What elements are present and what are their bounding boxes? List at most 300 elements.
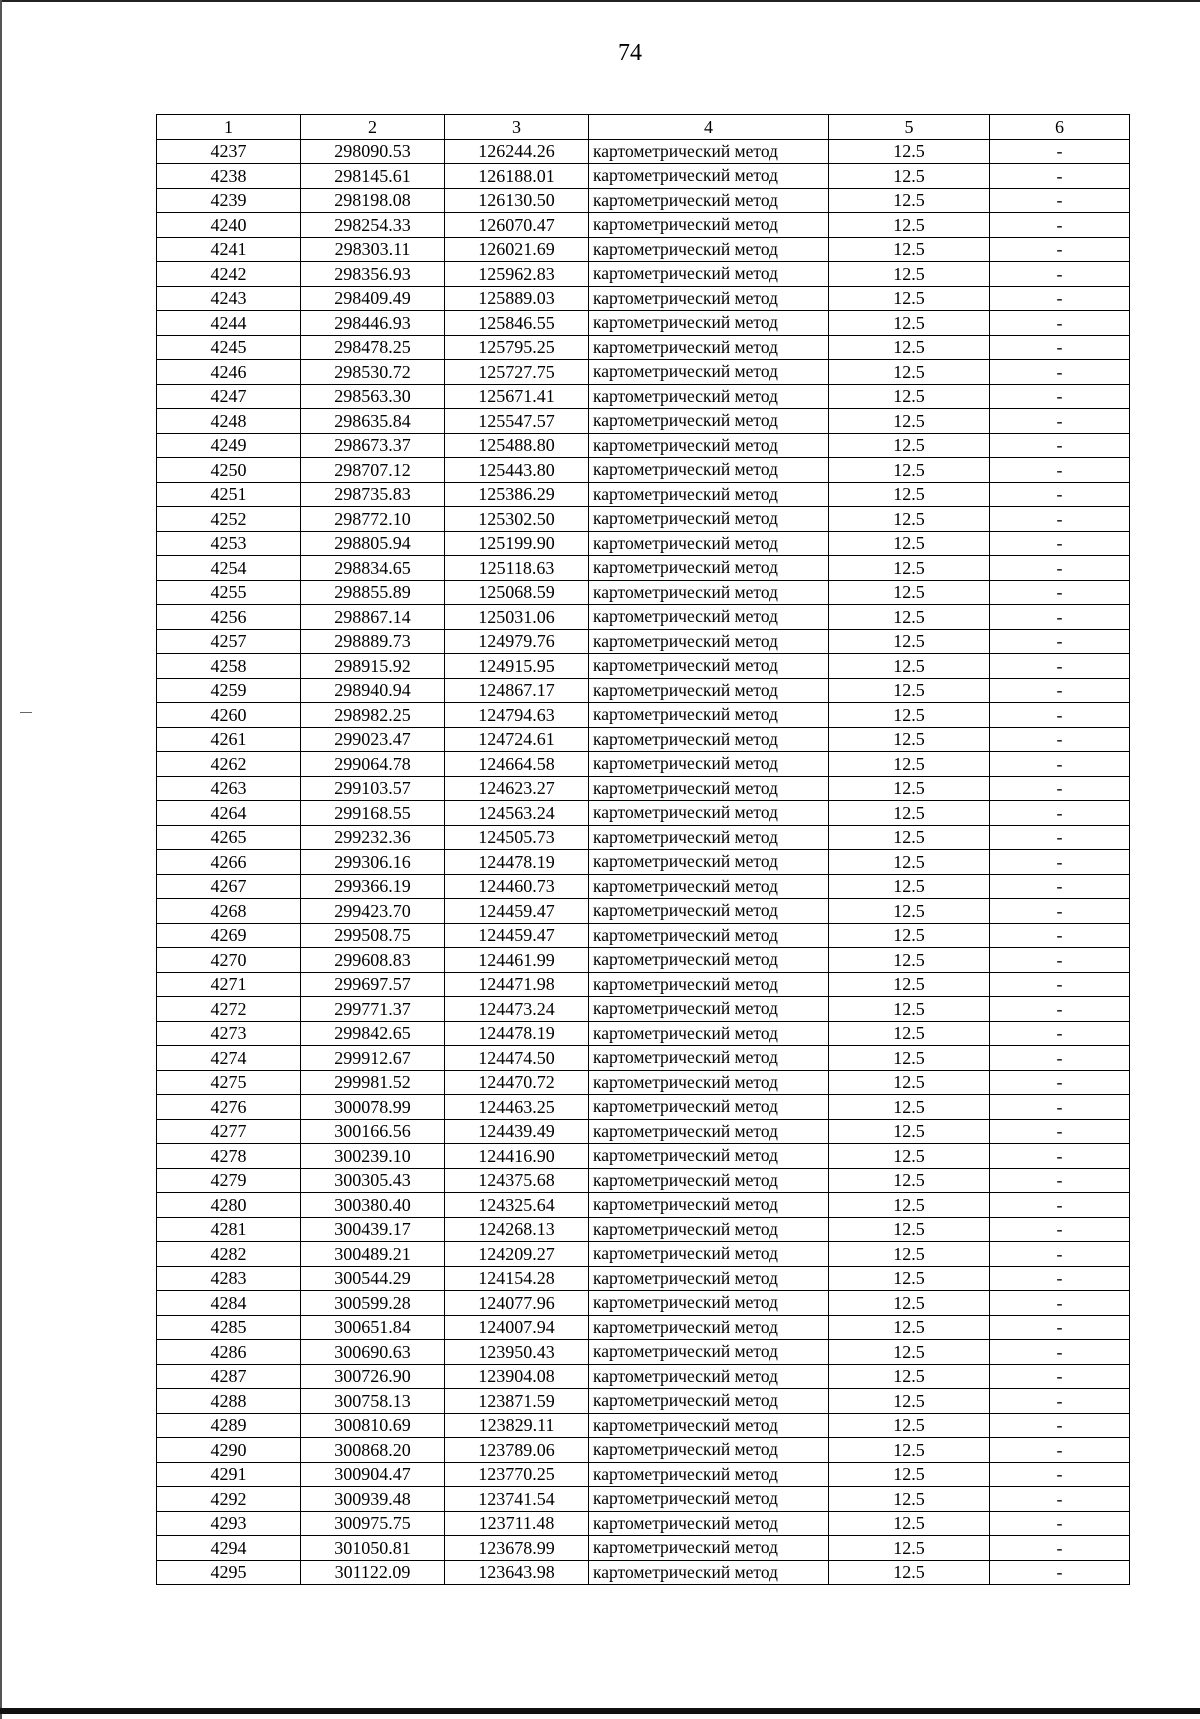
cell-coord-x: 298356.93 [301,262,445,287]
cell-point-number: 4270 [157,948,301,973]
cell-coord-x: 298478.25 [301,335,445,360]
cell-point-number: 4238 [157,164,301,189]
cell-accuracy: 12.5 [829,433,990,458]
cell-coord-y: 124470.72 [445,1070,589,1095]
cell-coord-x: 300599.28 [301,1291,445,1316]
cell-point-number: 4280 [157,1193,301,1218]
cell-coord-x: 299366.19 [301,874,445,899]
cell-coord-y: 125962.83 [445,262,589,287]
cell-method: картометрический метод [589,605,829,630]
cell-coord-y: 123770.25 [445,1462,589,1487]
cell-coord-y: 124325.64 [445,1193,589,1218]
table-row [157,580,1130,605]
cell-method: картометрический метод [589,262,829,287]
cell-point-number: 4291 [157,1462,301,1487]
cell-note: - [990,1487,1130,1512]
cell-point-number: 4259 [157,678,301,703]
cell-method: картометрический метод [589,139,829,164]
cell-coord-x: 298673.37 [301,433,445,458]
cell-coord-x: 300939.48 [301,1487,445,1512]
cell-point-number: 4262 [157,752,301,777]
cell-note: - [990,1340,1130,1365]
cell-coord-x: 298563.30 [301,384,445,409]
cell-method: картометрический метод [589,213,829,238]
cell-accuracy: 12.5 [829,1119,990,1144]
table-row [157,703,1130,728]
cell-coord-y: 124867.17 [445,678,589,703]
cell-accuracy: 12.5 [829,1217,990,1242]
cell-point-number: 4244 [157,311,301,336]
cell-accuracy: 12.5 [829,384,990,409]
cell-coord-y: 124724.61 [445,727,589,752]
cell-note: - [990,531,1130,556]
table-row [157,335,1130,360]
cell-point-number: 4245 [157,335,301,360]
table-row [157,433,1130,458]
cell-coord-x: 298145.61 [301,164,445,189]
cell-coord-y: 123643.98 [445,1560,589,1585]
cell-accuracy: 12.5 [829,850,990,875]
cell-coord-x: 298635.84 [301,409,445,434]
cell-coord-x: 299697.57 [301,972,445,997]
cell-point-number: 4239 [157,188,301,213]
cell-coord-x: 300651.84 [301,1315,445,1340]
cell-method: картометрический метод [589,1046,829,1071]
table-row [157,1119,1130,1144]
table-row [157,752,1130,777]
cell-accuracy: 12.5 [829,605,990,630]
cell-accuracy: 12.5 [829,1193,990,1218]
table-row [157,360,1130,385]
cell-coord-y: 123678.99 [445,1536,589,1561]
cell-note: - [990,384,1130,409]
table-row [157,997,1130,1022]
table-row [157,262,1130,287]
cell-coord-y: 126070.47 [445,213,589,238]
cell-point-number: 4274 [157,1046,301,1071]
cell-coord-y: 124505.73 [445,825,589,850]
table-row [157,1168,1130,1193]
table-row [157,139,1130,164]
cell-note: - [990,1242,1130,1267]
cell-method: картометрический метод [589,458,829,483]
cell-accuracy: 12.5 [829,703,990,728]
cell-coord-x: 298867.14 [301,605,445,630]
cell-point-number: 4257 [157,629,301,654]
cell-point-number: 4252 [157,507,301,532]
cell-method: картометрический метод [589,629,829,654]
cell-note: - [990,899,1130,924]
cell-coord-y: 124478.19 [445,1021,589,1046]
cell-note: - [990,311,1130,336]
cell-note: - [990,1193,1130,1218]
table-row [157,1511,1130,1536]
table-row [157,629,1130,654]
cell-coord-y: 124979.76 [445,629,589,654]
cell-accuracy: 12.5 [829,311,990,336]
table-row [157,311,1130,336]
cell-accuracy: 12.5 [829,360,990,385]
cell-coord-y: 125118.63 [445,556,589,581]
table-row [157,409,1130,434]
cell-accuracy: 12.5 [829,213,990,238]
cell-method: картометрический метод [589,997,829,1022]
table-row [157,874,1130,899]
cell-method: картометрический метод [589,1315,829,1340]
cell-point-number: 4240 [157,213,301,238]
cell-coord-x: 298707.12 [301,458,445,483]
cell-coord-y: 124268.13 [445,1217,589,1242]
header-cell-6: 6 [990,115,1130,140]
cell-coord-x: 301122.09 [301,1560,445,1585]
cell-note: - [990,335,1130,360]
cell-point-number: 4272 [157,997,301,1022]
cell-accuracy: 12.5 [829,1340,990,1365]
table-row [157,286,1130,311]
cell-accuracy: 12.5 [829,556,990,581]
cell-coord-y: 123789.06 [445,1438,589,1463]
table-row [157,678,1130,703]
cell-note: - [990,1511,1130,1536]
table-row [157,1266,1130,1291]
cell-point-number: 4290 [157,1438,301,1463]
cell-coord-y: 124563.24 [445,801,589,826]
cell-coord-x: 298889.73 [301,629,445,654]
cell-coord-y: 126244.26 [445,139,589,164]
cell-coord-x: 298805.94 [301,531,445,556]
cell-note: - [990,1119,1130,1144]
cell-point-number: 4282 [157,1242,301,1267]
cell-method: картометрический метод [589,1144,829,1169]
cell-note: - [990,1266,1130,1291]
cell-coord-y: 125727.75 [445,360,589,385]
cell-note: - [990,1095,1130,1120]
table-body [157,139,1130,1585]
cell-method: картометрический метод [589,1266,829,1291]
cell-accuracy: 12.5 [829,1438,990,1463]
cell-coord-x: 298090.53 [301,139,445,164]
cell-coord-y: 124664.58 [445,752,589,777]
cell-method: картометрический метод [589,286,829,311]
table-row [157,1487,1130,1512]
cell-point-number: 4283 [157,1266,301,1291]
cell-point-number: 4258 [157,654,301,679]
cell-note: - [990,213,1130,238]
cell-method: картометрический метод [589,654,829,679]
cell-method: картометрический метод [589,556,829,581]
cell-method: картометрический метод [589,972,829,997]
cell-coord-x: 298772.10 [301,507,445,532]
cell-point-number: 4249 [157,433,301,458]
cell-note: - [990,776,1130,801]
cell-point-number: 4260 [157,703,301,728]
cell-accuracy: 12.5 [829,335,990,360]
table-row [157,188,1130,213]
cell-note: - [990,237,1130,262]
cell-point-number: 4287 [157,1364,301,1389]
cell-coord-x: 298198.08 [301,188,445,213]
cell-note: - [990,1536,1130,1561]
cell-method: картометрический метод [589,507,829,532]
cell-method: картометрический метод [589,1095,829,1120]
cell-coord-y: 125302.50 [445,507,589,532]
cell-method: картометрический метод [589,311,829,336]
cell-coord-x: 300078.99 [301,1095,445,1120]
header-cell-3: 3 [445,115,589,140]
cell-coord-x: 299064.78 [301,752,445,777]
cell-method: картометрический метод [589,801,829,826]
cell-coord-x: 301050.81 [301,1536,445,1561]
cell-coord-x: 299103.57 [301,776,445,801]
cell-note: - [990,923,1130,948]
cell-note: - [990,262,1130,287]
cell-method: картометрический метод [589,482,829,507]
cell-accuracy: 12.5 [829,874,990,899]
cell-coord-y: 124915.95 [445,654,589,679]
cell-method: картометрический метод [589,1364,829,1389]
cell-note: - [990,360,1130,385]
cell-accuracy: 12.5 [829,1242,990,1267]
cell-accuracy: 12.5 [829,997,990,1022]
cell-method: картометрический метод [589,433,829,458]
table-row [157,164,1130,189]
table-row [157,507,1130,532]
table-row [157,384,1130,409]
cell-point-number: 4286 [157,1340,301,1365]
cell-accuracy: 12.5 [829,1389,990,1414]
table-row [157,825,1130,850]
cell-method: картометрический метод [589,825,829,850]
cell-note: - [990,1046,1130,1071]
cell-accuracy: 12.5 [829,1487,990,1512]
table-row [157,923,1130,948]
cell-accuracy: 12.5 [829,1536,990,1561]
table-row [157,654,1130,679]
cell-coord-y: 124474.50 [445,1046,589,1071]
table-row [157,1193,1130,1218]
cell-accuracy: 12.5 [829,1462,990,1487]
cell-coord-x: 299981.52 [301,1070,445,1095]
cell-method: картометрический метод [589,1021,829,1046]
cell-accuracy: 12.5 [829,1291,990,1316]
table-row [157,458,1130,483]
scan-edge-top [0,0,1200,2]
table-row [157,1340,1130,1365]
cell-coord-y: 123950.43 [445,1340,589,1365]
cell-coord-y: 124209.27 [445,1242,589,1267]
cell-accuracy: 12.5 [829,164,990,189]
cell-accuracy: 12.5 [829,1266,990,1291]
cell-coord-y: 125031.06 [445,605,589,630]
cell-coord-y: 124416.90 [445,1144,589,1169]
table-row [157,1070,1130,1095]
cell-point-number: 4251 [157,482,301,507]
cell-method: картометрический метод [589,1242,829,1267]
cell-accuracy: 12.5 [829,972,990,997]
cell-accuracy: 12.5 [829,139,990,164]
cell-coord-x: 298915.92 [301,654,445,679]
cell-coord-y: 126130.50 [445,188,589,213]
cell-note: - [990,188,1130,213]
cell-coord-y: 124077.96 [445,1291,589,1316]
cell-coord-x: 298855.89 [301,580,445,605]
cell-coord-y: 124473.24 [445,997,589,1022]
cell-point-number: 4267 [157,874,301,899]
cell-method: картометрический метод [589,409,829,434]
cell-note: - [990,458,1130,483]
cell-note: - [990,752,1130,777]
cell-accuracy: 12.5 [829,1315,990,1340]
cell-coord-y: 123829.11 [445,1413,589,1438]
table-row [157,948,1130,973]
cell-point-number: 4281 [157,1217,301,1242]
table-row [157,1389,1130,1414]
cell-method: картометрический метод [589,776,829,801]
cell-accuracy: 12.5 [829,1560,990,1585]
cell-note: - [990,482,1130,507]
cell-note: - [990,1144,1130,1169]
cell-coord-x: 300380.40 [301,1193,445,1218]
table-row [157,237,1130,262]
table-row [157,1021,1130,1046]
cell-note: - [990,678,1130,703]
cell-coord-y: 124439.49 [445,1119,589,1144]
cell-accuracy: 12.5 [829,286,990,311]
cell-point-number: 4292 [157,1487,301,1512]
cell-coord-x: 300489.21 [301,1242,445,1267]
cell-point-number: 4268 [157,899,301,924]
table-header [157,115,1130,140]
cell-note: - [990,948,1130,973]
cell-method: картометрический метод [589,1119,829,1144]
cell-method: картометрический метод [589,1340,829,1365]
header-cell-4: 4 [589,115,829,140]
cell-point-number: 4293 [157,1511,301,1536]
cell-coord-y: 123871.59 [445,1389,589,1414]
cell-accuracy: 12.5 [829,507,990,532]
cell-coord-x: 299771.37 [301,997,445,1022]
cell-point-number: 4255 [157,580,301,605]
cell-note: - [990,164,1130,189]
table-row [157,1462,1130,1487]
cell-note: - [990,727,1130,752]
cell-coord-x: 299306.16 [301,850,445,875]
cell-method: картометрический метод [589,1389,829,1414]
cell-point-number: 4273 [157,1021,301,1046]
cell-method: картометрический метод [589,703,829,728]
cell-method: картометрический метод [589,335,829,360]
cell-point-number: 4275 [157,1070,301,1095]
cell-method: картометрический метод [589,1193,829,1218]
cell-accuracy: 12.5 [829,1168,990,1193]
cell-coord-x: 300439.17 [301,1217,445,1242]
cell-method: картометрический метод [589,1413,829,1438]
table-row [157,972,1130,997]
cell-method: картометрический метод [589,752,829,777]
cell-point-number: 4285 [157,1315,301,1340]
cell-method: картометрический метод [589,360,829,385]
cell-coord-y: 125846.55 [445,311,589,336]
cell-coord-y: 125386.29 [445,482,589,507]
cell-accuracy: 12.5 [829,776,990,801]
cell-method: картометрический метод [589,580,829,605]
header-row [157,115,1130,140]
cell-accuracy: 12.5 [829,825,990,850]
cell-coord-y: 126021.69 [445,237,589,262]
cell-method: картометрический метод [589,678,829,703]
cell-coord-y: 125671.41 [445,384,589,409]
cell-point-number: 4276 [157,1095,301,1120]
table-row [157,850,1130,875]
cell-point-number: 4261 [157,727,301,752]
cell-coord-x: 300726.90 [301,1364,445,1389]
cell-coord-x: 300758.13 [301,1389,445,1414]
table-row [157,1095,1130,1120]
header-cell-5: 5 [829,115,990,140]
cell-point-number: 4279 [157,1168,301,1193]
table-row [157,1315,1130,1340]
table-row [157,1364,1130,1389]
table-row [157,605,1130,630]
page-number: 74 [618,40,642,66]
cell-coord-x: 300544.29 [301,1266,445,1291]
table-row [157,1144,1130,1169]
cell-method: картометрический метод [589,384,829,409]
cell-coord-x: 298940.94 [301,678,445,703]
cell-coord-y: 124154.28 [445,1266,589,1291]
cell-accuracy: 12.5 [829,629,990,654]
cell-note: - [990,801,1130,826]
cell-coord-x: 299168.55 [301,801,445,826]
cell-point-number: 4250 [157,458,301,483]
cell-note: - [990,1560,1130,1585]
cell-method: картометрический метод [589,948,829,973]
cell-note: - [990,507,1130,532]
cell-point-number: 4271 [157,972,301,997]
cell-method: картометрический метод [589,899,829,924]
cell-method: картометрический метод [589,1536,829,1561]
cell-note: - [990,1413,1130,1438]
cell-method: картометрический метод [589,164,829,189]
scan-edge-left [0,0,2,1719]
cell-method: картометрический метод [589,874,829,899]
table-row [157,1217,1130,1242]
cell-coord-y: 123741.54 [445,1487,589,1512]
cell-point-number: 4264 [157,801,301,826]
cell-accuracy: 12.5 [829,262,990,287]
cell-point-number: 4295 [157,1560,301,1585]
cell-coord-x: 300810.69 [301,1413,445,1438]
cell-accuracy: 12.5 [829,899,990,924]
cell-coord-y: 125068.59 [445,580,589,605]
cell-coord-x: 300690.63 [301,1340,445,1365]
table-row [157,1413,1130,1438]
cell-method: картометрический метод [589,1438,829,1463]
cell-point-number: 4241 [157,237,301,262]
cell-method: картометрический метод [589,237,829,262]
cell-method: картометрический метод [589,1217,829,1242]
cell-method: картометрический метод [589,188,829,213]
table-row [157,1438,1130,1463]
cell-coord-x: 299232.36 [301,825,445,850]
cell-coord-x: 298254.33 [301,213,445,238]
cell-point-number: 4266 [157,850,301,875]
cell-note: - [990,1070,1130,1095]
cell-coord-y: 124459.47 [445,923,589,948]
cell-coord-x: 299842.65 [301,1021,445,1046]
cell-coord-x: 299912.67 [301,1046,445,1071]
cell-note: - [990,433,1130,458]
